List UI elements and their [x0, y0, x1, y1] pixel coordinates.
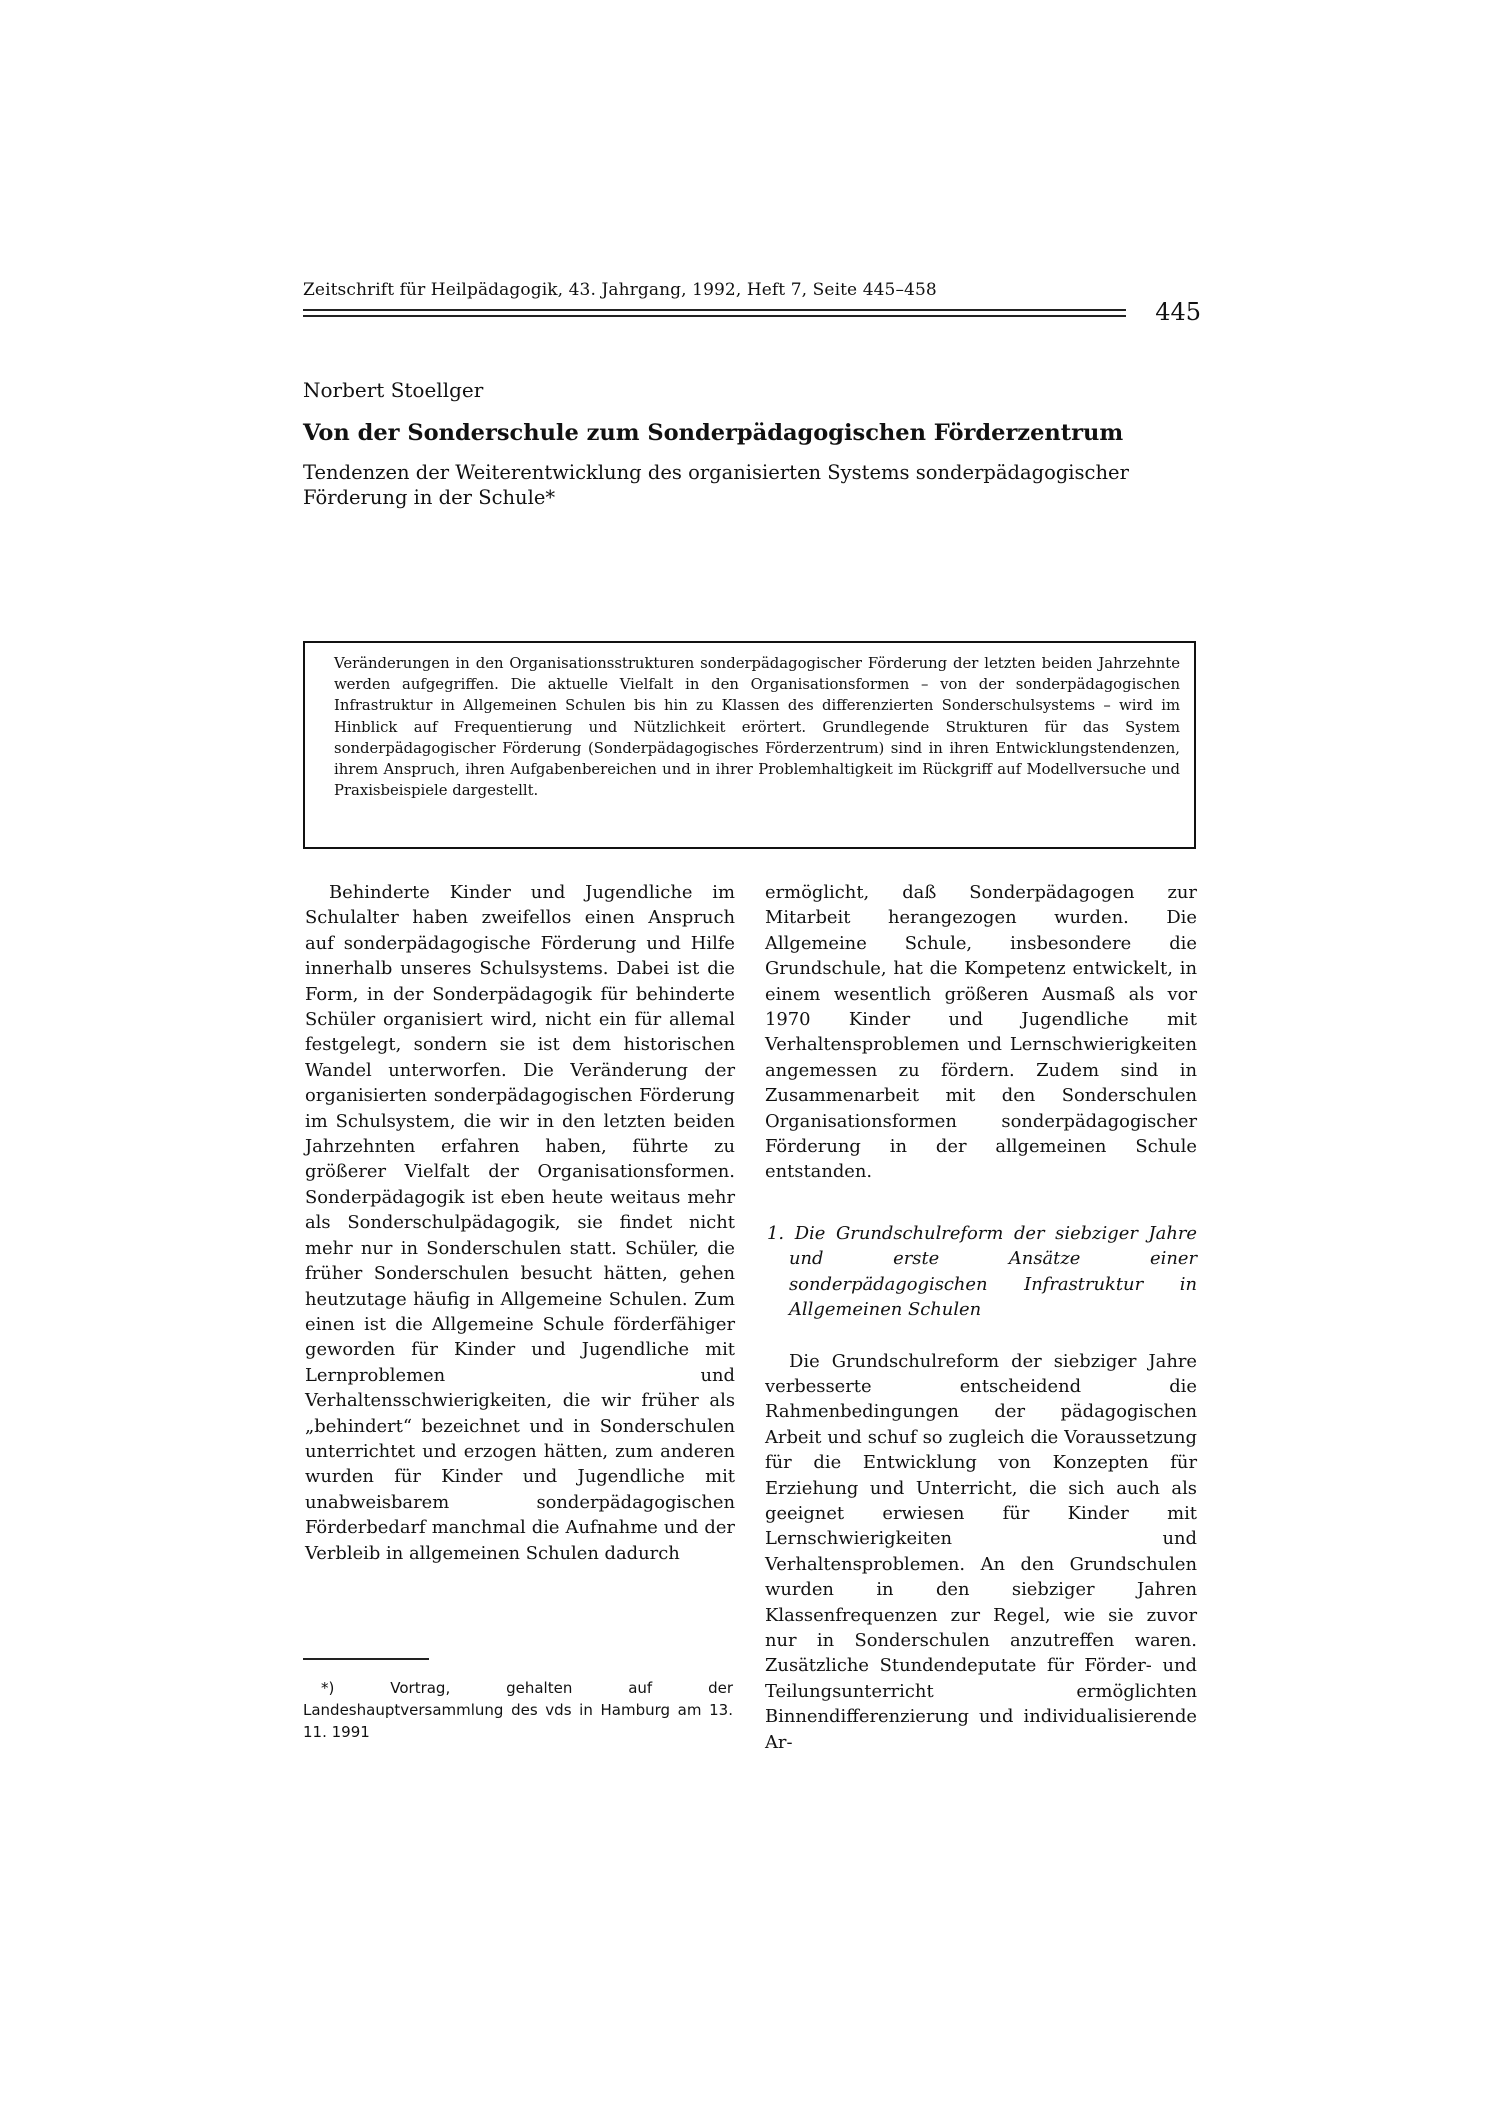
article-subtitle: Tendenzen der Weiterentwicklung des organisierten Systems sonderpädagogischer Förderung in der Schule* — [303, 461, 1129, 509]
right-column — [765, 880, 1197, 1755]
page-number: 445 — [1155, 298, 1201, 326]
section-heading: 1. Die Grundschulreform der siebziger Jahre und erste Ansätze einer sonderpädagogischen Infrastruktur in Allgemeinen Schulen — [767, 1222, 1197, 1321]
body-paragraph-continued: ermöglicht, daß Sonderpädagogen zur Mitarbeit herangezogen wurden. Die Allgemeine Schule, insbesondere die Grundschule, hat die Kompetenz entwickelt, in einem wesentlich größeren Ausmaß als vor 1970 Kinder und Jugendliche mit Verhaltensproblemen und Lernschwierigkeiten angemessen zu fördern. Zudem sind in Zusammenarbeit mit den Sonderschulen Organisationsformen sonderpädagogischer Förderung in der allgemeinen Schule entstanden. — [765, 882, 1197, 1183]
body-paragraph: Die Grundschulreform der siebziger Jahre verbesserte entscheidend die Rahmenbedingungen der pädagogischen Arbeit und schuf so zugleich die Voraussetzung für die Entwicklung von Konzepten für Erziehung und Unterricht, die sich auch als geeignet erwiesen für Kinder mit Lernschwierigkeiten und Verhaltensproblemen. An den Grundschulen wurden in den siebziger Jahren Klassenfrequenzen zur Regel, wie sie zuvor nur in Sonderschulen anzutreffen waren. Zusätzliche Stundendeputate für Förder- und Teilungsunterricht ermöglichten Binnendifferenzierung und individualisierende Ar- — [765, 1350, 1197, 1753]
footnote-rule — [303, 1658, 429, 1660]
footnote — [303, 1677, 733, 1743]
journal-citation: Zeitschrift für Heilpädagogik, 43. Jahrgang, 1992, Heft 7, Seite 445–458 — [303, 280, 937, 300]
header-rule-bottom — [303, 315, 1126, 317]
abstract-text: Veränderungen in den Organisationsstrukturen sonderpädagogischer Förderung der letzten beiden Jahrzehnte werden aufgegriffen. Die aktuelle Vielfalt in den Organisationsformen – von der sonderpädagogischen Infrastruktur in Allgemeinen Schulen bis hin zu Klassen des differenzierten Sonderschulsystems – wird im Hinblick auf Frequentierung und Nützlichkeit erörtert. Grundlegende Strukturen für das System sonderpädagogischer Förderung (Sonderpädagogisches Förderzentrum) sind in ihren Entwicklungstendenzen, ihrem Anspruch, ihren Aufgabenbereichen und in ihrer Problemhaltigkeit im Rückgriff auf Modellversuche und Praxisbeispiele dargestellt. — [334, 655, 1180, 800]
footnote-marker: *) — [321, 1679, 335, 1697]
body-paragraph: Behinderte Kinder und Jugendliche im Schulalter haben zweifellos einen Anspruch auf sonderpädagogische Förderung und Hilfe innerhalb unseres Schulsystems. Dabei ist die Form, in der Sonderpädagogik für behinderte Schüler organisiert wird, nicht ein für allemal festgelegt, sondern sie ist dem historischen Wandel unterworfen. Die Veränderung der organisierten sonderpädagogischen Förderung im Schulsystem, die wir in den letzten beiden Jahrzehnten erfahren haben, führte zu größerer Vielfalt der Organisationsformen. Sonderpädagogik ist eben heute weitaus mehr als Sonderschulpädagogik, sie findet nicht mehr nur in Sonderschulen statt. Schüler, die früher Sonderschulen besucht hätten, gehen heutzutage häufig in Allgemeine Schulen. Zum einen ist die Allgemeine Schule förderfähiger geworden für Kinder und Jugendliche mit Lernproblemen und Verhaltensschwierigkeiten, die wir früher als „behindert“ bezeichnet und in Sonderschulen unterrichtet und erzogen hätten, zum anderen wurden für Kinder und Jugendliche mit unabweisbarem sonderpädagogischen Förderbedarf manchmal die Aufnahme und der Verbleib in allgemeinen Schulen dadurch — [305, 882, 735, 1564]
abstract-box — [303, 641, 1196, 849]
left-column — [305, 880, 735, 1566]
footnote-text: Vortrag, gehalten auf der Landeshauptversammlung des vds in Hamburg am 13. 11. 1991 — [303, 1679, 733, 1741]
article-title: Von der Sonderschule zum Sonderpädagogischen Förderzentrum — [303, 420, 1124, 446]
article-author: Norbert Stoellger — [303, 378, 484, 402]
header-rule-top — [303, 309, 1126, 311]
